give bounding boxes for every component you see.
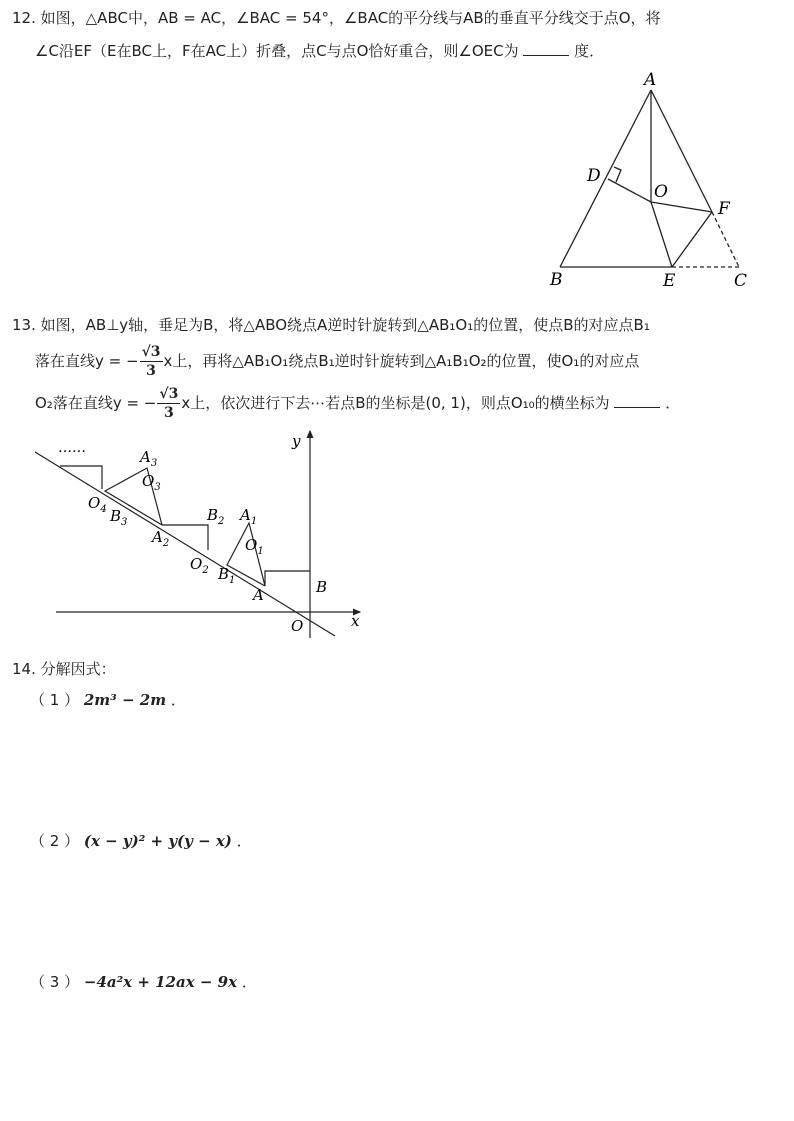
- q13-number: 13.: [12, 316, 36, 334]
- label-A2: $A_2$: [152, 528, 170, 549]
- q12-number: 12.: [12, 9, 36, 27]
- label-O4: $O_4$: [88, 494, 107, 515]
- q13-text-end: ．: [665, 394, 681, 412]
- q13-text-3b: x上，依次进行下去⋯若点B的坐标是(0, 1)，则点O₁₀的横坐标为: [181, 394, 610, 412]
- label-A1: $A_1$: [240, 506, 258, 527]
- q14-line1: [12, 659, 116, 679]
- label-x: x: [351, 612, 360, 630]
- label-C: C: [734, 271, 748, 291]
- label-B2: $B_2$: [207, 506, 225, 527]
- label-B: B: [316, 578, 328, 596]
- segment-OF: [651, 202, 712, 212]
- q14-number: 14.: [12, 660, 36, 678]
- q14-part-3-end: ．: [241, 973, 257, 991]
- q14-part-1: [30, 690, 186, 710]
- q12-figure: [540, 66, 760, 292]
- q12-line1: [12, 8, 661, 28]
- label-y: y: [292, 432, 301, 450]
- q12-text-end: 度．: [574, 42, 605, 60]
- q12-text-1: 如图，△ABC中，AB = AC，∠BAC = 54°，∠BAC的平分线与AB的垂直平分线交于点O，将: [40, 9, 661, 27]
- q13-line1: [12, 315, 650, 335]
- segment-EF: [672, 212, 712, 267]
- q12-text-2: ∠C沿EF（E在BC上，F在AC上）折叠，点C与点O恰好重合，则∠OEC为: [35, 42, 519, 60]
- q13-line3: [35, 384, 680, 422]
- segment-FC-dashed: [712, 212, 739, 267]
- line-y-neg-sqrt3-over-3-x: [35, 452, 335, 636]
- q14-part-2: [30, 831, 252, 851]
- q14-part-2-label: （ 2 ）: [30, 832, 80, 850]
- right-angle-mark: [614, 167, 621, 182]
- label-O: O: [654, 182, 668, 202]
- q13-line2: [35, 342, 639, 380]
- q14-part-1-end: ．: [170, 691, 186, 709]
- label-A3: $A_3$: [140, 448, 158, 469]
- label-B: B: [550, 270, 563, 290]
- q14-part-3-expr: −4a²x + 12ax − 9x: [83, 973, 238, 991]
- q14-title: 分解因式：: [40, 660, 116, 678]
- label-O2: $O_2$: [190, 555, 209, 576]
- triangle-ABO: [265, 571, 310, 586]
- q14-part-3-label: （ 3 ）: [30, 973, 80, 991]
- q13-text-3a: O₂落在直线y = −: [35, 394, 157, 412]
- label-E: E: [663, 271, 676, 291]
- label-B3: $B_3$: [110, 507, 128, 528]
- q13-answer-blank[interactable]: [614, 407, 660, 408]
- segment-DO: [608, 179, 651, 202]
- q13-figure: [30, 426, 370, 642]
- label-D: D: [587, 166, 601, 186]
- q14-part-1-expr: 2m³ − 2m: [83, 691, 167, 709]
- q13-text-1: 如图，AB⊥y轴，垂足为B，将△ABO绕点A逆时针旋转到△AB₁O₁的位置，使点B的对应点B₁: [40, 316, 650, 334]
- fraction-sqrt3-over-3: $\frac{√3}{3}$: [141, 344, 161, 379]
- label-F: F: [718, 199, 730, 219]
- label-O1: $O_1$: [245, 536, 264, 557]
- q14-part-2-end: ．: [236, 832, 252, 850]
- segment-AB: [560, 90, 651, 267]
- q14-part-1-label: （ 1 ）: [30, 691, 80, 709]
- segment-OE: [651, 202, 672, 267]
- label-dots: ……: [58, 440, 86, 456]
- triangle-A3-step: [60, 466, 102, 489]
- label-O3: $O_3$: [142, 472, 161, 493]
- label-B1: $B_1$: [218, 565, 236, 586]
- label-A: A: [253, 586, 264, 604]
- fraction-sqrt3-over-3: $\frac{√3}{3}$: [159, 386, 179, 421]
- q12-line2: [35, 41, 604, 61]
- q14-part-3: [30, 972, 257, 992]
- q12-answer-blank[interactable]: [523, 55, 569, 56]
- label-O: O: [291, 617, 304, 635]
- q13-text-2a: 落在直线y = −: [35, 352, 139, 370]
- q14-part-2-expr: (x − y)² + y(y − x): [83, 832, 232, 850]
- label-A: A: [644, 70, 657, 90]
- q13-text-2b: x上，再将△AB₁O₁绕点B₁逆时针旋转到△A₁B₁O₂的位置，使O₁的对应点: [163, 352, 640, 370]
